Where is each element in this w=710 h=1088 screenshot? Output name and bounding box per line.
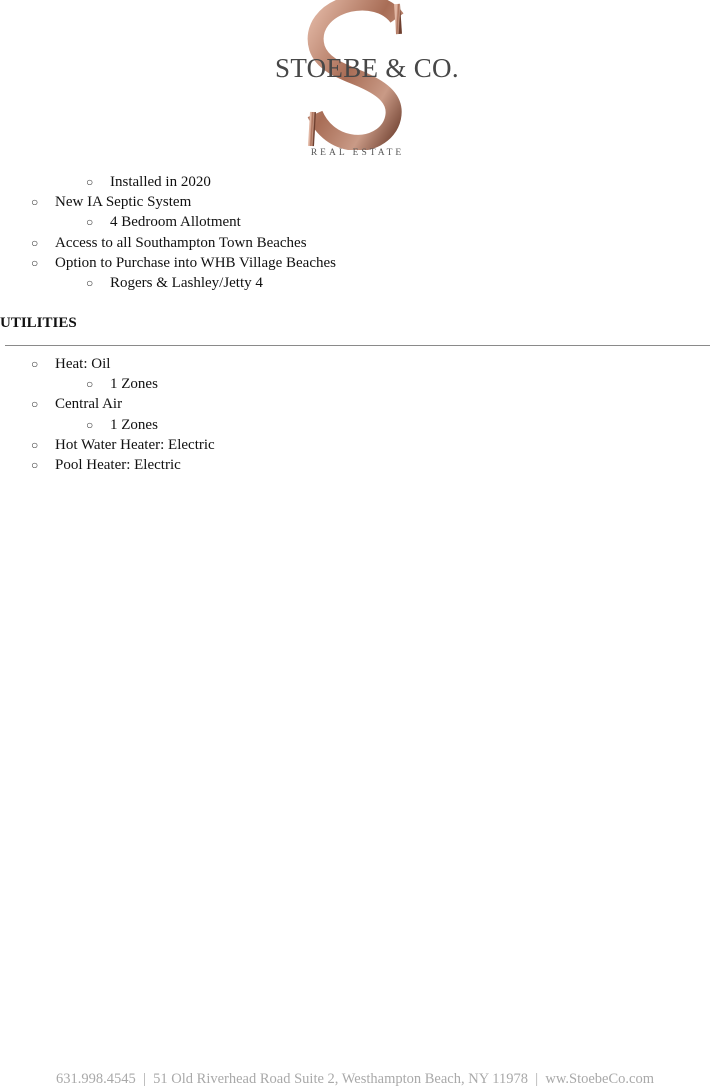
circle-bullet-icon: ○ (86, 276, 94, 290)
list-item-text: Pool Heater: Electric (55, 457, 181, 473)
circle-bullet-icon: ○ (31, 397, 39, 411)
circle-bullet-icon: ○ (31, 256, 39, 270)
section-divider (5, 345, 710, 346)
section-heading-utilities: UTILITIES (0, 315, 77, 331)
circle-bullet-icon: ○ (86, 418, 94, 432)
list-item-text: 1 Zones (110, 376, 158, 392)
list-item (31, 234, 307, 252)
circle-bullet-icon: ○ (31, 357, 39, 371)
list-item (86, 274, 263, 292)
circle-bullet-icon: ○ (31, 195, 39, 209)
list-item (31, 193, 192, 211)
company-logo (275, 0, 459, 162)
list-item-text: Option to Purchase into WHB Village Beaches (55, 255, 336, 271)
list-item-text: Access to all Southampton Town Beaches (55, 235, 307, 251)
circle-bullet-icon: ○ (31, 458, 39, 472)
list-item (31, 436, 215, 454)
logo-subtitle: REAL ESTATE (310, 148, 405, 158)
list-item (31, 395, 123, 413)
circle-bullet-icon: ○ (86, 215, 94, 229)
list-item-text: New IA Septic System (55, 194, 192, 210)
circle-bullet-icon: ○ (86, 175, 94, 189)
list-item (86, 416, 158, 434)
circle-bullet-icon: ○ (31, 438, 39, 452)
list-item (31, 456, 181, 474)
list-item (86, 375, 158, 393)
list-item (31, 254, 336, 272)
list-item-text: Rogers & Lashley/Jetty 4 (110, 275, 263, 291)
circle-bullet-icon: ○ (86, 377, 94, 391)
logo-wordmark: STOEBE & CO. (275, 53, 459, 83)
circle-bullet-icon: ○ (31, 236, 39, 250)
list-item-text: 4 Bedroom Allotment (110, 214, 241, 230)
list-item-text: 1 Zones (110, 417, 158, 433)
list-item-text: Hot Water Heater: Electric (55, 437, 215, 453)
list-item (31, 355, 111, 373)
list-item-text: Central Air (55, 396, 123, 412)
page-footer-contact: 631.998.4545 | 51 Old Riverhead Road Suite 2, Westhampton Beach, NY 11978 | ww.StoebeCo.com (56, 1071, 654, 1087)
list-item (86, 173, 211, 191)
list-item (86, 213, 241, 231)
list-item-text: Installed in 2020 (110, 174, 211, 190)
list-item-text: Heat: Oil (55, 356, 111, 372)
